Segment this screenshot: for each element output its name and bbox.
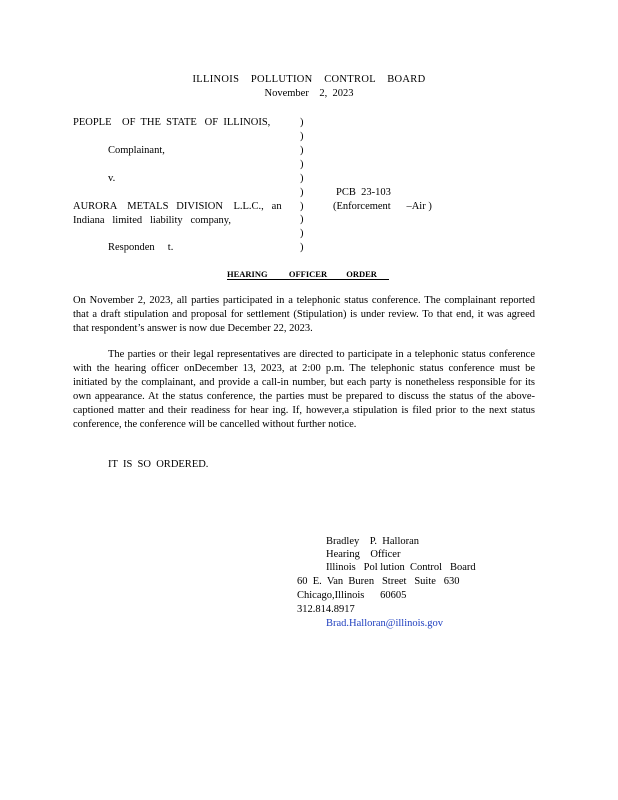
caption-paren: ) <box>300 173 304 184</box>
caption-paren: ) <box>300 117 304 128</box>
city-address: Chicago,Illinois 60605 <box>297 590 407 601</box>
caption-paren: ) <box>300 131 304 142</box>
respondent-label: Responden t. <box>108 242 174 253</box>
caption-paren: ) <box>300 187 304 198</box>
caption-paren: ) <box>300 159 304 170</box>
case-type: (Enforcement –Air ) <box>333 201 432 212</box>
board-title: ILLINOIS POLLUTION CONTROL BOARD <box>192 74 426 85</box>
complainant-label: Complainant, <box>108 145 165 156</box>
defendant-line-2: Indiana limited liability company, <box>73 215 231 226</box>
case-number: PCB 23-103 <box>336 187 391 198</box>
so-ordered: IT IS SO ORDERED. <box>108 459 209 470</box>
signer-agency: Illinois Pol lution Control Board <box>326 562 476 573</box>
caption-paren: ) <box>300 145 304 156</box>
order-heading: HEARING OFFICER ORDER <box>227 269 377 279</box>
signer-name: Bradley P. Halloran <box>326 536 420 547</box>
order-date: November 2, 2023 <box>264 88 354 99</box>
signer-title: Hearing Officer <box>326 549 401 560</box>
defendant-line-1: AURORA METALS DIVISION L.L.C., an <box>73 201 282 212</box>
caption-paren: ) <box>300 242 304 253</box>
versus-label: v. <box>108 173 116 184</box>
street-address: 60 E. Van Buren Street Suite 630 <box>297 576 460 587</box>
caption-paren: ) <box>300 201 304 212</box>
plaintiff-name: PEOPLE OF THE STATE OF ILLINOIS, <box>73 117 271 128</box>
paragraph-directions: The parties or their legal representatives are directed to participate in a telephonic status conference with the hearing officer onDecember 13, 2023, at 2:00 p.m. The telephonic status conference must be initiated by the complainant, and provide a call-in number, but each party is nonetheless responsible for its own appearance. At the status conference, the parties must be prepared to discuss the status of the above- captioned matter and their readiness for hear ing. If, however,a stipulation is filed prior to the next status conference, the conference will be cancelled without further notice. <box>73 349 535 430</box>
caption-paren: ) <box>300 228 304 239</box>
paragraph-status-report: On November 2, 2023, all parties participated in a telephonic status conference. The complainant reported that a draft stipulation and proposal for settlement (Stipulation) is under review. To that end, it was agreed that respondent’s answer is now due December 22, 2023. <box>73 295 535 334</box>
heading-underline <box>227 279 389 280</box>
phone-number: 312.814.8917 <box>297 604 355 615</box>
email-link[interactable]: Brad.Halloran@illinois.gov <box>326 618 443 629</box>
caption-paren: ) <box>300 214 304 225</box>
